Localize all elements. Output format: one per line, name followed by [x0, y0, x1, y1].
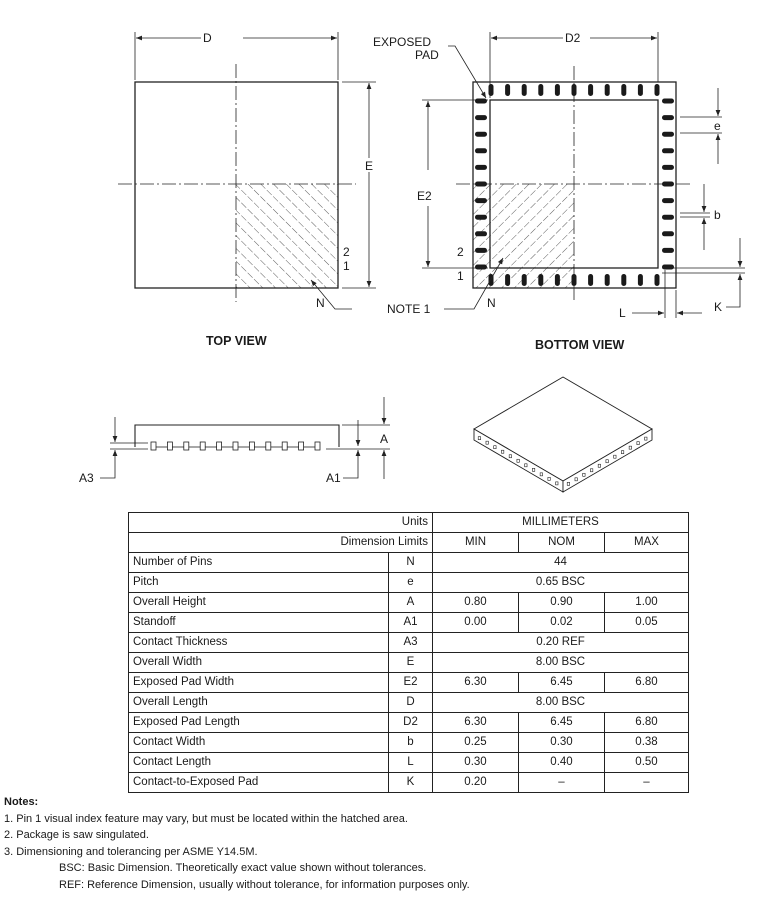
row-value: 8.00 BSC: [433, 653, 689, 673]
label-b: b: [714, 208, 721, 222]
row-symbol: b: [389, 733, 433, 753]
contact-pad-left: [475, 148, 487, 153]
contact-pad-top: [638, 84, 643, 96]
contact-pad-top: [621, 84, 626, 96]
dim-a1-arrow-bottom: [343, 450, 358, 478]
row-name: Exposed Pad Width: [129, 673, 389, 693]
note-sub-item: BSC: Basic Dimension. Theoretically exact value shown without tolerances.: [59, 862, 427, 874]
table-row: [129, 753, 689, 773]
row-symbol: E2: [389, 673, 433, 693]
contact-pad-bottom: [638, 274, 643, 286]
units-value: MILLIMETERS: [433, 513, 689, 533]
col-header-nom: NOM: [519, 533, 605, 553]
contact-pad-bottom: [555, 274, 560, 286]
row-nom: 0.02: [519, 613, 605, 633]
notes-section: [4, 794, 470, 893]
contact-pad-left: [475, 265, 487, 270]
table-row: [129, 693, 689, 713]
row-max: 0.50: [605, 753, 689, 773]
label-a3: A3: [79, 471, 94, 485]
contact-pad-bottom: [655, 274, 660, 286]
top-view-caption: TOP VIEW: [206, 334, 267, 348]
limits-row: [129, 533, 689, 553]
contact-pad-top: [655, 84, 660, 96]
row-min: 0.25: [433, 733, 519, 753]
label-e-pitch: e: [714, 119, 721, 133]
units-label: Units: [129, 513, 433, 533]
side-contact: [184, 442, 189, 450]
table-row: [129, 773, 689, 793]
row-min: 0.00: [433, 613, 519, 633]
contact-pad-top: [522, 84, 527, 96]
row-nom: 6.45: [519, 713, 605, 733]
limits-label: Dimension Limits: [129, 533, 433, 553]
row-symbol: L: [389, 753, 433, 773]
top-view-n-label: N: [316, 296, 325, 310]
row-symbol: N: [389, 553, 433, 573]
top-view-hatched-area: [236, 184, 338, 288]
side-contact: [266, 442, 271, 450]
note-sub-item: REF: Reference Dimension, usually without tolerance, for information purposes only.: [59, 878, 470, 891]
contact-pad-right: [662, 198, 674, 203]
table-row: [129, 613, 689, 633]
bottom-view-pin2-label: 2: [457, 245, 464, 259]
row-symbol: D2: [389, 713, 433, 733]
row-value: 8.00 BSC: [433, 693, 689, 713]
row-name: Standoff: [129, 613, 389, 633]
side-contact: [249, 442, 254, 450]
dimensions-table: [128, 512, 689, 793]
top-view-pin2-label: 2: [343, 245, 350, 259]
label-l: L: [619, 306, 626, 320]
contact-pad-right: [662, 265, 674, 270]
top-view: [118, 32, 376, 309]
side-contact: [200, 442, 205, 450]
row-name: Contact Width: [129, 733, 389, 753]
row-name: Overall Height: [129, 593, 389, 613]
contact-pad-left: [475, 248, 487, 253]
side-contact: [151, 442, 156, 450]
row-max: –: [605, 773, 689, 793]
row-symbol: E: [389, 653, 433, 673]
contact-pad-left: [475, 182, 487, 187]
contact-pad-right: [662, 148, 674, 153]
row-name: Contact Thickness: [129, 633, 389, 653]
row-name: Pitch: [129, 573, 389, 593]
contact-pad-left: [475, 198, 487, 203]
contact-pad-top: [505, 84, 510, 96]
row-max: 1.00: [605, 593, 689, 613]
notes-title: Notes:: [4, 796, 39, 808]
note-item: 3. Dimensioning and tolerancing per ASME Y14.5M.: [4, 845, 258, 858]
col-header-min: MIN: [433, 533, 519, 553]
bottom-view-n-label: N: [487, 296, 496, 310]
contact-pad-top: [572, 84, 577, 96]
row-symbol: A: [389, 593, 433, 613]
label-d2: D2: [565, 31, 581, 45]
row-name: Overall Length: [129, 693, 389, 713]
row-name: Contact-to-Exposed Pad: [129, 773, 389, 793]
contact-pad-right: [662, 165, 674, 170]
units-row: [129, 513, 689, 533]
row-symbol: D: [389, 693, 433, 713]
contact-pad-top: [605, 84, 610, 96]
contact-pad-left: [475, 115, 487, 120]
label-a: A: [380, 432, 389, 446]
isometric-view: [474, 377, 652, 492]
contact-pad-bottom: [572, 274, 577, 286]
contact-pad-right: [662, 99, 674, 104]
table-row: [129, 713, 689, 733]
dim-a3-arrow-bottom: [100, 450, 115, 478]
row-min: 0.30: [433, 753, 519, 773]
label-e2: E2: [417, 189, 432, 203]
contact-pad-right: [662, 215, 674, 220]
row-max: 0.05: [605, 613, 689, 633]
row-symbol: e: [389, 573, 433, 593]
contact-pad-bottom: [588, 274, 593, 286]
contact-pad-right: [662, 182, 674, 187]
contact-pad-left: [475, 231, 487, 236]
table-row: [129, 553, 689, 573]
table-row: [129, 593, 689, 613]
contact-pad-top: [489, 84, 494, 96]
label-k: K: [714, 300, 723, 314]
row-nom: 6.45: [519, 673, 605, 693]
side-contact: [299, 442, 304, 450]
col-header-max: MAX: [605, 533, 689, 553]
row-value: 0.65 BSC: [433, 573, 689, 593]
contact-pad-bottom: [522, 274, 527, 286]
exposed-pad-label-line2: PAD: [415, 48, 439, 62]
dim-k-arrow-bottom: [726, 274, 740, 307]
side-contact: [282, 442, 287, 450]
row-name: Number of Pins: [129, 553, 389, 573]
row-name: Contact Length: [129, 753, 389, 773]
contact-pad-bottom: [538, 274, 543, 286]
side-view-contacts: [151, 442, 320, 450]
table-row: [129, 673, 689, 693]
bottom-view-caption: BOTTOM VIEW: [535, 338, 625, 352]
label-d: D: [203, 31, 212, 45]
exposed-pad-label-line1: EXPOSED: [373, 35, 432, 49]
row-nom: 0.40: [519, 753, 605, 773]
contact-pad-right: [662, 132, 674, 137]
row-min: 0.80: [433, 593, 519, 613]
row-max: 0.38: [605, 733, 689, 753]
label-e: E: [365, 159, 374, 173]
row-min: 6.30: [433, 713, 519, 733]
exposed-pad-leader: [448, 46, 486, 98]
row-nom: –: [519, 773, 605, 793]
contact-pad-left: [475, 132, 487, 137]
side-contact: [217, 442, 222, 450]
row-nom: 0.30: [519, 733, 605, 753]
contact-pad-bottom: [621, 274, 626, 286]
note1-label: NOTE 1: [387, 302, 431, 316]
bottom-view: [422, 32, 745, 318]
top-view-pin1-label: 1: [343, 259, 350, 273]
side-contact: [167, 442, 172, 450]
contact-pad-bottom: [505, 274, 510, 286]
side-view: [100, 397, 390, 479]
table-row: [129, 633, 689, 653]
contact-pad-right: [662, 231, 674, 236]
row-value: 44: [433, 553, 689, 573]
table-row: [129, 653, 689, 673]
row-name: Overall Width: [129, 653, 389, 673]
contact-pad-left: [475, 215, 487, 220]
iso-top-face: [474, 377, 652, 481]
table-row: [129, 733, 689, 753]
note-item: 2. Package is saw singulated.: [4, 829, 149, 841]
row-max: 6.80: [605, 713, 689, 733]
row-value: 0.20 REF: [433, 633, 689, 653]
contact-pad-top: [555, 84, 560, 96]
side-contact: [233, 442, 238, 450]
row-max: 6.80: [605, 673, 689, 693]
contact-pad-right: [662, 115, 674, 120]
table-row: [129, 573, 689, 593]
contact-pad-top: [588, 84, 593, 96]
contact-pad-left: [475, 99, 487, 104]
row-min: 0.20: [433, 773, 519, 793]
row-symbol: A3: [389, 633, 433, 653]
row-name: Exposed Pad Length: [129, 713, 389, 733]
contact-pad-right: [662, 248, 674, 253]
contact-pad-left: [475, 165, 487, 170]
row-nom: 0.90: [519, 593, 605, 613]
row-min: 6.30: [433, 673, 519, 693]
label-a1: A1: [326, 471, 341, 485]
side-contact: [315, 442, 320, 450]
row-symbol: K: [389, 773, 433, 793]
note-item: 1. Pin 1 visual index feature may vary, but must be located within the hatched area.: [4, 812, 408, 825]
contact-pad-top: [538, 84, 543, 96]
contact-pad-bottom: [605, 274, 610, 286]
bottom-view-pin1-label: 1: [457, 269, 464, 283]
row-symbol: A1: [389, 613, 433, 633]
